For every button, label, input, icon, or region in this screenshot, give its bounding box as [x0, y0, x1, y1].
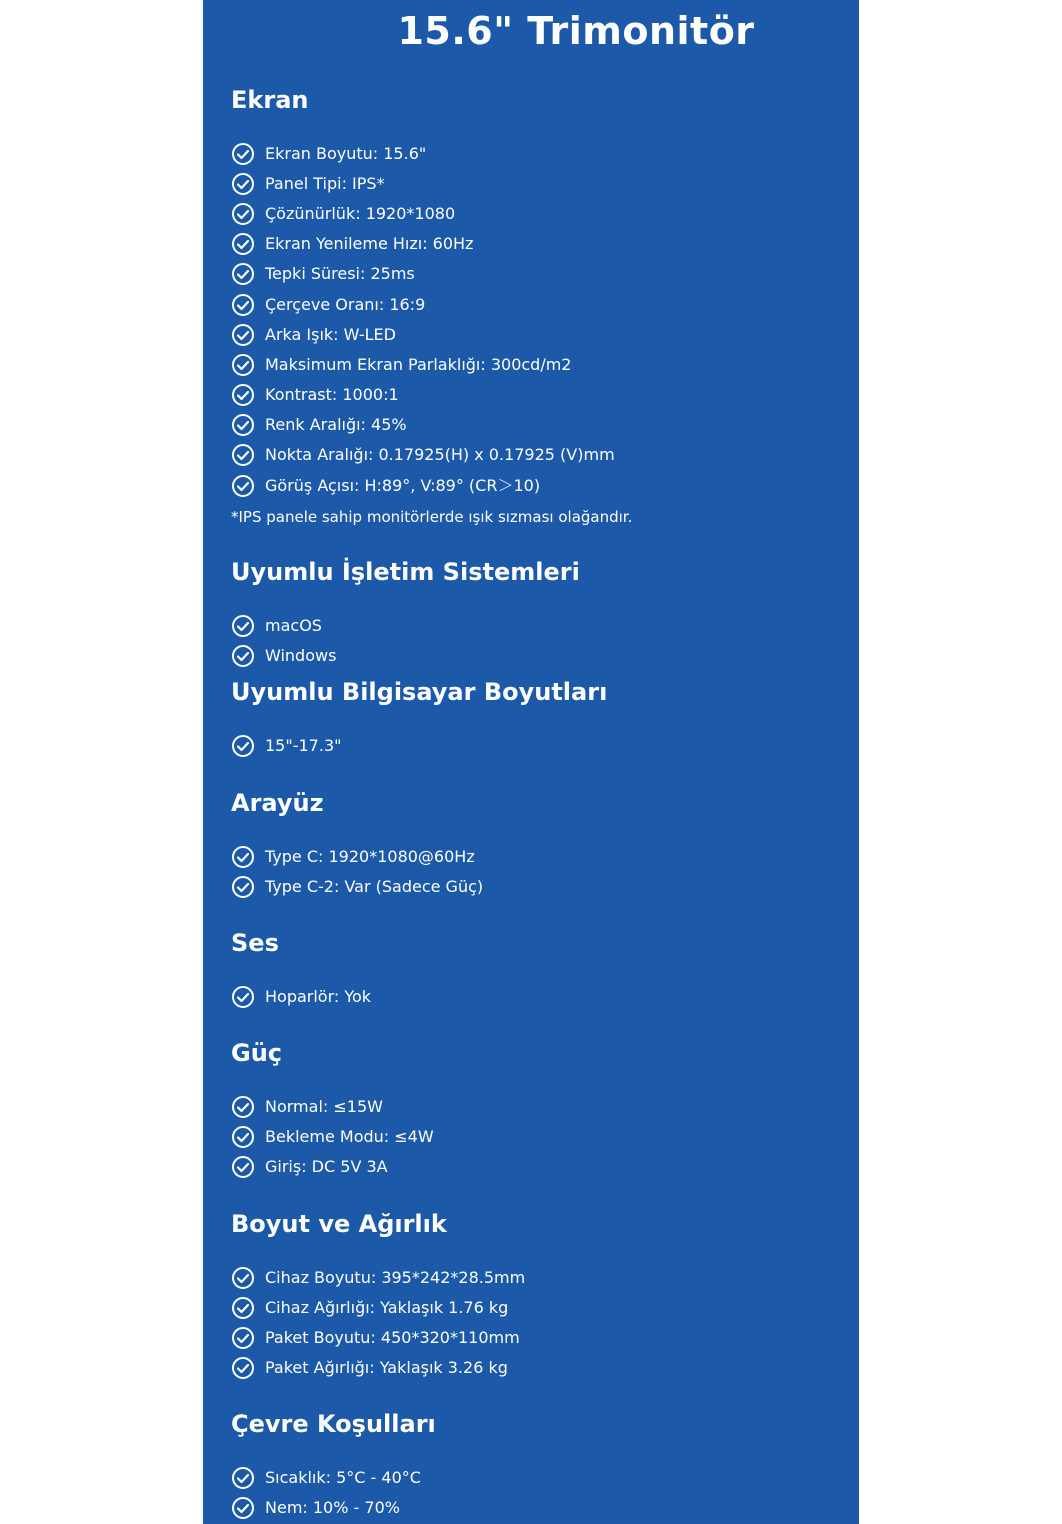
spec-item — [231, 844, 475, 870]
ips-note: *IPS panele sahip monitörlerde ışık sızması olağandır. — [231, 508, 633, 526]
check-circle-icon — [231, 1496, 255, 1520]
spec-item — [231, 1355, 508, 1381]
check-circle-icon — [231, 1155, 255, 1179]
spec-item — [231, 412, 407, 438]
spec-item-label: Çerçeve Oranı: 16:9 — [265, 295, 426, 314]
spec-item — [231, 1154, 388, 1180]
section-heading-ekran: Ekran — [231, 86, 309, 114]
spec-item-label: Windows — [265, 646, 337, 665]
check-circle-icon — [231, 845, 255, 869]
spec-item-label: Normal: ≤15W — [265, 1097, 383, 1116]
spec-item — [231, 984, 371, 1010]
check-circle-icon — [231, 985, 255, 1009]
check-circle-icon — [231, 644, 255, 668]
check-circle-icon — [231, 202, 255, 226]
spec-item-label: Tepki Süresi: 25ms — [265, 264, 415, 283]
spec-item — [231, 1094, 383, 1120]
spec-item — [231, 1465, 421, 1491]
spec-item — [231, 352, 571, 378]
spec-item-label: Nokta Aralığı: 0.17925(H) x 0.17925 (V)mm — [265, 445, 615, 464]
spec-item-label: Sıcaklık: 5°C - 40°C — [265, 1468, 421, 1487]
check-circle-icon — [231, 1125, 255, 1149]
check-circle-icon — [231, 1356, 255, 1380]
spec-item-label: Hoparlör: Yok — [265, 987, 372, 1006]
spec-item-label: Kontrast: 1000:1 — [265, 385, 399, 404]
spec-item-label: Cihaz Ağırlığı: Yaklaşık 1.76 kg — [265, 1298, 509, 1317]
spec-item — [231, 1124, 434, 1150]
check-circle-icon — [231, 293, 255, 317]
spec-item-label: Type C: 1920*1080@60Hz — [265, 847, 475, 866]
check-circle-icon — [231, 1266, 255, 1290]
spec-item-label: Ekran Yenileme Hızı: 60Hz — [265, 234, 474, 253]
check-circle-icon — [231, 172, 255, 196]
spec-panel — [203, 0, 859, 1524]
spec-item — [231, 1295, 508, 1321]
check-circle-icon — [231, 383, 255, 407]
spec-item — [231, 733, 341, 759]
section-heading-sizes: Uyumlu Bilgisayar Boyutları — [231, 678, 608, 706]
section-heading-dimensions: Boyut ve Ağırlık — [231, 1210, 447, 1238]
spec-item — [231, 1265, 525, 1291]
spec-item-label: 15"-17.3" — [265, 736, 342, 755]
spec-item — [231, 231, 473, 257]
check-circle-icon — [231, 1296, 255, 1320]
page-title: 15.6" Trimonitör — [397, 9, 755, 53]
spec-item — [231, 442, 615, 468]
spec-item-label: Panel Tipi: IPS* — [265, 174, 385, 193]
check-circle-icon — [231, 142, 255, 166]
check-circle-icon — [231, 1466, 255, 1490]
check-circle-icon — [231, 614, 255, 638]
spec-item-label: Maksimum Ekran Parlaklığı: 300cd/m2 — [265, 355, 572, 374]
spec-item — [231, 171, 385, 197]
spec-item — [231, 613, 322, 639]
spec-item — [231, 1495, 400, 1521]
spec-item — [231, 473, 540, 499]
spec-item-label: Çözünürlük: 1920*1080 — [265, 204, 456, 223]
spec-item-label: Type C-2: Var (Sadece Güç) — [265, 877, 484, 896]
spec-item — [231, 874, 483, 900]
check-circle-icon — [231, 1326, 255, 1350]
section-heading-environment: Çevre Koşulları — [231, 1410, 436, 1438]
spec-item-label: Paket Boyutu: 450*320*110mm — [265, 1328, 520, 1347]
section-heading-interface: Arayüz — [231, 789, 324, 817]
section-heading-os: Uyumlu İşletim Sistemleri — [231, 558, 580, 586]
spec-item-label: Paket Ağırlığı: Yaklaşık 3.26 kg — [265, 1358, 508, 1377]
spec-item — [231, 292, 425, 318]
check-circle-icon — [231, 413, 255, 437]
spec-item-label: Bekleme Modu: ≤4W — [265, 1127, 434, 1146]
spec-item — [231, 141, 426, 167]
spec-item — [231, 1325, 520, 1351]
spec-item — [231, 201, 455, 227]
section-heading-power: Güç — [231, 1039, 283, 1067]
spec-item-label: macOS — [265, 616, 322, 635]
section-heading-audio: Ses — [231, 929, 279, 957]
spec-item — [231, 643, 336, 669]
check-circle-icon — [231, 353, 255, 377]
spec-item-label: Nem: 10% - 70% — [265, 1498, 400, 1517]
spec-item — [231, 382, 399, 408]
spec-item — [231, 261, 415, 287]
check-circle-icon — [231, 262, 255, 286]
spec-item — [231, 322, 396, 348]
check-circle-icon — [231, 232, 255, 256]
check-circle-icon — [231, 734, 255, 758]
spec-item-label: Görüş Açısı: H:89°, V:89° (CR＞10) — [265, 476, 541, 495]
check-circle-icon — [231, 875, 255, 899]
check-circle-icon — [231, 443, 255, 467]
spec-item-label: Arka Işık: W-LED — [265, 325, 396, 344]
check-circle-icon — [231, 474, 255, 498]
spec-item-label: Renk Aralığı: 45% — [265, 415, 407, 434]
check-circle-icon — [231, 323, 255, 347]
spec-item-label: Giriş: DC 5V 3A — [265, 1157, 388, 1176]
spec-item-label: Ekran Boyutu: 15.6" — [265, 144, 427, 163]
spec-item-label: Cihaz Boyutu: 395*242*28.5mm — [265, 1268, 526, 1287]
check-circle-icon — [231, 1095, 255, 1119]
